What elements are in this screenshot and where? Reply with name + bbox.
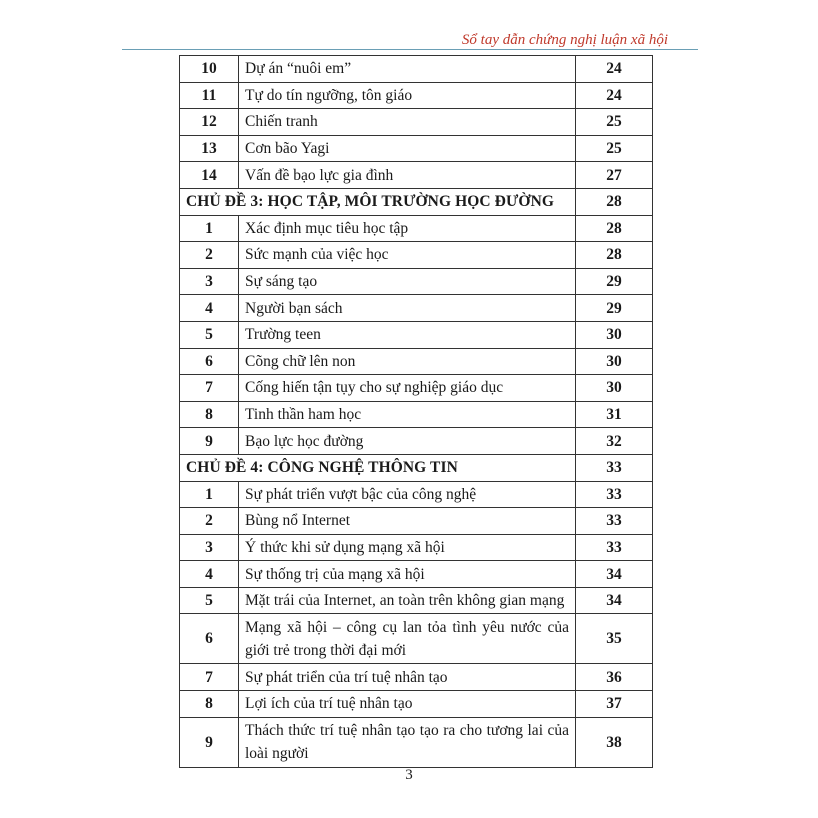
entry-page: 33 [576,508,653,535]
entry-page: 25 [576,135,653,162]
entry-page: 29 [576,295,653,322]
toc-row [180,428,653,455]
entry-title: Sự phát triển vượt bậc của công nghệ [239,481,576,508]
entry-number: 6 [180,614,239,664]
entry-number: 12 [180,109,239,136]
entry-page: 34 [576,561,653,588]
toc-row [180,135,653,162]
entry-title: Mạng xã hội – công cụ lan tỏa tình yêu nước của giới trẻ trong thời đại mới [239,614,576,664]
header-divider [122,49,698,50]
entry-number: 4 [180,561,239,588]
section-title: CHỦ ĐỀ 3: HỌC TẬP, MÔI TRƯỜNG HỌC ĐƯỜNG [180,188,576,215]
entry-page: 28 [576,242,653,269]
entry-page: 34 [576,587,653,614]
entry-page: 37 [576,691,653,718]
section-row [180,454,653,481]
toc-row [180,481,653,508]
entry-number: 5 [180,321,239,348]
entry-title: Sự sáng tạo [239,268,576,295]
entry-page: 35 [576,614,653,664]
entry-number: 1 [180,215,239,242]
entry-number: 14 [180,162,239,189]
toc-row [180,242,653,269]
entry-title: Sức mạnh của việc học [239,242,576,269]
table-of-contents [179,55,653,768]
entry-number: 4 [180,295,239,322]
entry-title: Bạo lực học đường [239,428,576,455]
toc-row [180,162,653,189]
toc-row [180,56,653,83]
entry-page: 29 [576,268,653,295]
toc-row [180,348,653,375]
entry-number: 6 [180,348,239,375]
entry-title: Cống hiến tận tụy cho sự nghiệp giáo dục [239,375,576,402]
toc-row [180,295,653,322]
entry-title: Lợi ích của trí tuệ nhân tạo [239,691,576,718]
toc-row [180,82,653,109]
entry-number: 11 [180,82,239,109]
entry-number: 10 [180,56,239,83]
entry-title: Cõng chữ lên non [239,348,576,375]
entry-page: 33 [576,534,653,561]
entry-page: 28 [576,188,653,215]
entry-page: 31 [576,401,653,428]
toc-row [180,664,653,691]
entry-number: 8 [180,401,239,428]
entry-number: 9 [180,717,239,767]
entry-title: Sự phát triển của trí tuệ nhân tạo [239,664,576,691]
toc-row [180,534,653,561]
entry-page: 24 [576,56,653,83]
entry-title: Tinh thần ham học [239,401,576,428]
entry-title: Xác định mục tiêu học tập [239,215,576,242]
entry-title: Chiến tranh [239,109,576,136]
entry-number: 5 [180,587,239,614]
toc-row [180,717,653,767]
entry-page: 30 [576,375,653,402]
entry-page: 27 [576,162,653,189]
section-row [180,188,653,215]
entry-title: Tự do tín ngưỡng, tôn giáo [239,82,576,109]
toc-row [180,375,653,402]
entry-page: 30 [576,348,653,375]
entry-title: Cơn bão Yagi [239,135,576,162]
entry-page: 33 [576,481,653,508]
entry-title: Trường teen [239,321,576,348]
entry-page: 33 [576,454,653,481]
entry-title: Sự thống trị của mạng xã hội [239,561,576,588]
entry-number: 8 [180,691,239,718]
toc-row [180,401,653,428]
entry-number: 13 [180,135,239,162]
toc-row [180,215,653,242]
entry-number: 2 [180,242,239,269]
entry-number: 3 [180,268,239,295]
entry-number: 1 [180,481,239,508]
entry-page: 38 [576,717,653,767]
entry-title: Ý thức khi sử dụng mạng xã hội [239,534,576,561]
entry-number: 3 [180,534,239,561]
entry-page: 36 [576,664,653,691]
entry-title: Vấn đề bạo lực gia đình [239,162,576,189]
entry-page: 25 [576,109,653,136]
entry-page: 24 [576,82,653,109]
entry-page: 30 [576,321,653,348]
toc-row [180,508,653,535]
running-header-title: Sổ tay dẫn chứng nghị luận xã hội [461,32,668,48]
toc-row [180,268,653,295]
toc-row [180,587,653,614]
entry-number: 2 [180,508,239,535]
entry-title: Người bạn sách [239,295,576,322]
entry-page: 28 [576,215,653,242]
entry-title: Mặt trái của Internet, an toàn trên không gian mạng [239,587,576,614]
entry-number: 7 [180,375,239,402]
entry-number: 7 [180,664,239,691]
entry-number: 9 [180,428,239,455]
toc-row [180,691,653,718]
toc-row [180,321,653,348]
page-number: 3 [405,767,413,783]
entry-page: 32 [576,428,653,455]
entry-title: Dự án “nuôi em” [239,56,576,83]
section-title: CHỦ ĐỀ 4: CÔNG NGHỆ THÔNG TIN [180,454,576,481]
toc-row [180,614,653,664]
toc-row [180,561,653,588]
entry-title: Thách thức trí tuệ nhân tạo tạo ra cho tương lai của loài người [239,717,576,767]
entry-title: Bùng nổ Internet [239,508,576,535]
toc-row [180,109,653,136]
